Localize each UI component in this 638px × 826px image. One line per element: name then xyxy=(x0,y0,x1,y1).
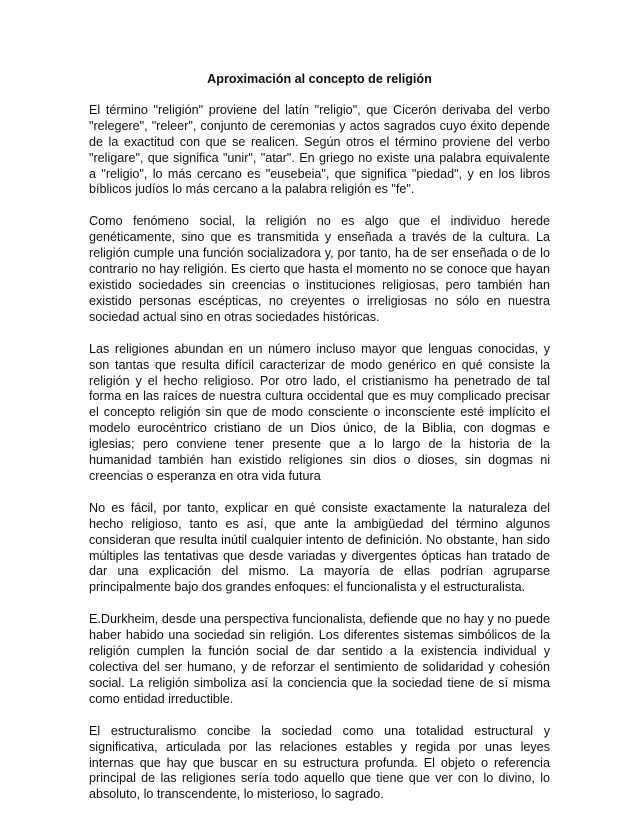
paragraph-definition-difficulty: No es fácil, por tanto, explicar en qué consiste exactamente la naturaleza del hecho religioso, tanto es así, que ante la ambigüedad del término algunos consideran que resulta inútil cualquier intento de definición. No obstante, han sido múltiples las tentativas que desde variadas y divergentes ópticas han tratado de dar una explicación del mismo. La mayoría de ellas podrían agruparse principalmente bajo dos grandes enfoques: el funcionalista y el estructuralista. xyxy=(89,500,550,595)
paragraph-durkheim: E.Durkheim, desde una perspectiva funcionalista, defiende que no hay y no puede haber habido una sociedad sin religión. Los diferentes sistemas simbólicos de la religión cumplen la función social de dar sentido a la existencia individual y colectiva del ser humano, y de reforzar el sentimiento de solidaridad y cohesión social. La religión simboliza así la conciencia que la sociedad tiene de sí misma como entidad irreductible. xyxy=(89,612,550,706)
document-page xyxy=(89,60,550,819)
paragraph-etymology: El término "religión" proviene del latín "religio", que Cicerón derivaba del verbo "relegere", "releer", conjunto de ceremonias y actos sagrados cuyo éxito depende de la exactitud con que se realicen. Según otros el término proviene del verbo "religare", que significa "unir", "atar". En griego no existe una palabra equivalente a "religio", lo más cercano es "eusebeia", que significa "piedad", y en los libros bíblicos judíos lo más cercano a la palabra religión es "fe". xyxy=(89,102,550,197)
paragraph-social-phenomenon: Como fenómeno social, la religión no es algo que el individuo herede genéticamente, sino que es transmitida y enseñada a través de la cultura. La religión cumple una función socializadora y, por tanto, ha de ser enseñada o de lo contrario no hay religión. Es cierto que hasta el momento no se conoce que hayan existido sociedades sin creencias o instituciones religiosas, pero también han existido personas escépticas, no creyentes o irreligiosas no sólo en nuestra sociedad actual sino en otras sociedades históricas. xyxy=(89,214,550,324)
paragraph-structuralism: El estructuralismo concibe la sociedad como una totalidad estructural y significativa, articulada por las relaciones estables y regida por unas leyes internas que hay que buscar en su estructura profunda. El objeto o referencia principal de las religiones sería todo aquello que tiene que ver con lo divino, lo absoluto, lo transcendente, lo misterioso, lo sagrado. xyxy=(89,723,550,802)
document-title: Aproximación al concepto de religión xyxy=(207,72,432,86)
paragraph-religions-abound: Las religiones abundan en un número incluso mayor que lenguas conocidas, y son tantas que resulta difícil caracterizar de modo genérico en qué consiste la religión y el hecho religioso. Por otro lado, el cristianismo ha penetrado de tal forma en las raíces de nuestra cultura occidental que es muy complicado precisar el concepto religión sin que de modo consciente o inconsciente esté implícito el modelo eurocéntrico cristiano de un Dios único, de la Biblia, con dogmas e iglesias; pero conviene tener presente que a lo largo de la historia de la humanidad también han existido religiones sin dios o dioses, sin dogmas ni creencias o esperanza en otra vida futura xyxy=(89,341,550,483)
